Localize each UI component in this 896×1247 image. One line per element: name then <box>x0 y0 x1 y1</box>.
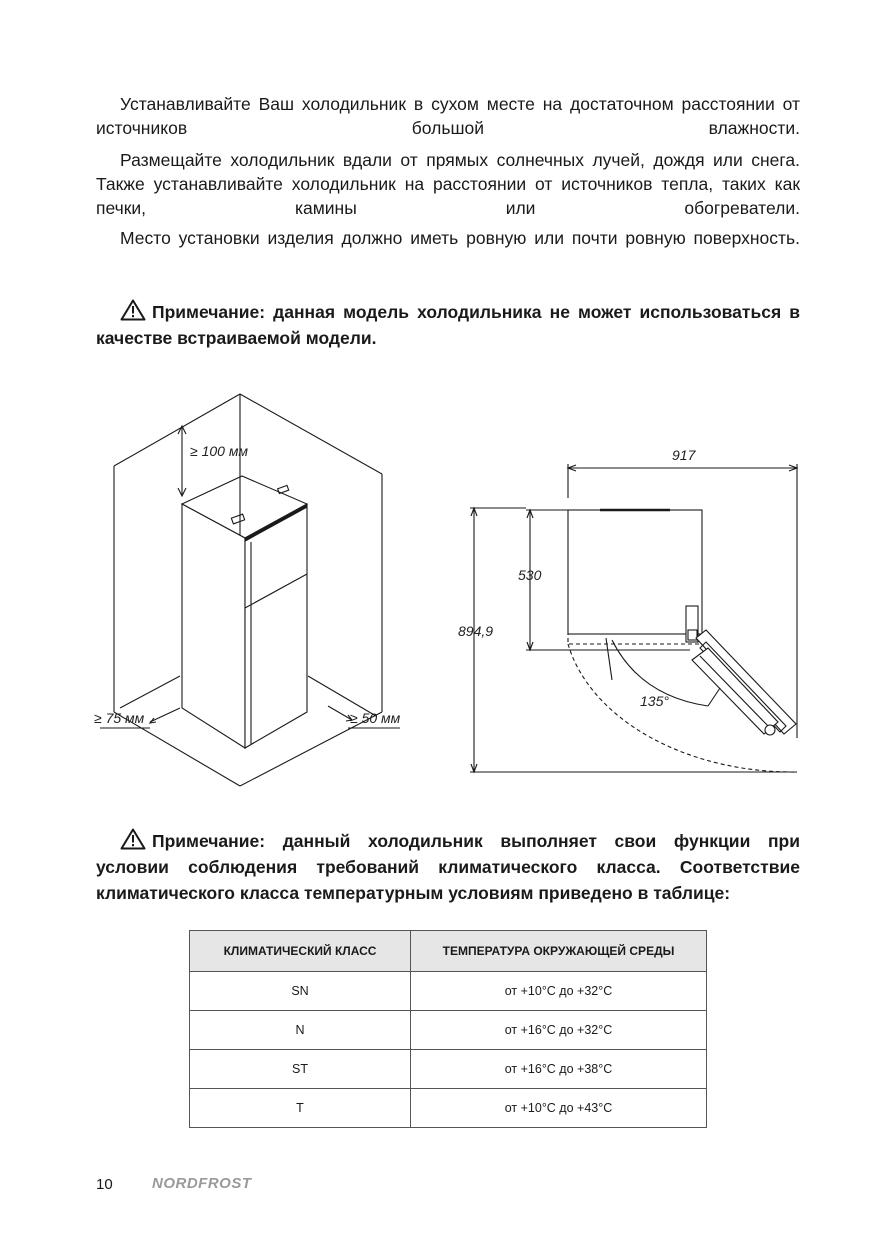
room-wall-right-top <box>240 394 382 474</box>
cell-class: ST <box>190 1050 411 1089</box>
door-open <box>696 630 796 734</box>
paragraph-dry-place: Устанавливайте Ваш холодильник в сухом месте на достаточном расстоянии от источников большой влажности. <box>96 94 800 138</box>
left-clearance-arrow <box>150 708 180 722</box>
cell-temperature: от +10°С до +43°С <box>411 1089 707 1128</box>
header-ambient-temperature: ТЕМПЕРАТУРА ОКРУЖАЮЩЕЙ СРЕДЫ <box>411 931 707 972</box>
top-view-diagram <box>470 464 797 772</box>
fridge-hinge-top <box>231 514 244 524</box>
warning-icon <box>120 828 146 850</box>
table-row <box>190 972 707 1011</box>
cell-class: T <box>190 1089 411 1128</box>
depth-label: 530 <box>518 567 542 583</box>
total-depth-label: 894,9 <box>458 623 494 639</box>
isometric-fridge-diagram <box>100 394 400 786</box>
note-climate-class-text: Примечание: данный холодильник выполняет свои функции при условии соблюдения требований климатического класса. Соответствие климатического класса температурным условиям приведено в таблице: <box>96 831 800 903</box>
fridge-front <box>245 504 307 748</box>
table-header-row <box>190 931 707 972</box>
width-label: 917 <box>672 447 696 463</box>
warning-icon <box>120 299 146 321</box>
fridge-side <box>182 504 245 748</box>
angle-label: 135° <box>640 693 669 709</box>
paragraph-level-surface: Место установки изделия должно иметь ровную или почти ровную поверхность. <box>120 228 800 248</box>
climate-class-table <box>189 930 707 1128</box>
table-row <box>190 1011 707 1050</box>
right-clearance-label: ≥ 50 мм <box>350 710 401 726</box>
paragraph-sunlight: Размещайте холодильник вдали от прямых солнечных лучей, дождя или снега. Также устанавливайте холодильник на расстоянии от источников тепла, таких как печки, камины или обогреватели. <box>96 150 800 218</box>
installation-figure <box>80 390 820 790</box>
fridge-hinge-back <box>278 485 289 493</box>
note-built-in <box>96 299 800 351</box>
brand-logo: NORDFROST <box>152 1175 252 1192</box>
door-handle-end <box>765 725 775 735</box>
angle-ray-open <box>708 688 720 706</box>
note-climate-class <box>96 828 800 906</box>
cell-temperature: от +16°С до +38°С <box>411 1050 707 1089</box>
page-number: 10 <box>96 1176 113 1193</box>
table-row <box>190 1089 707 1128</box>
cell-temperature: от +10°С до +32°С <box>411 972 707 1011</box>
door-closed-dashed <box>568 634 702 644</box>
header-climate-class: КЛИМАТИЧЕСКИЙ КЛАСС <box>190 931 411 972</box>
cell-class: SN <box>190 972 411 1011</box>
cell-class: N <box>190 1011 411 1050</box>
cell-temperature: от +16°С до +32°С <box>411 1011 707 1050</box>
table-row <box>190 1050 707 1089</box>
top-clearance-label: ≥ 100 мм <box>190 443 249 459</box>
left-clearance-label: ≥ 75 мм <box>94 710 145 726</box>
right-clearance-arrow <box>328 706 352 720</box>
fridge-plan <box>568 510 702 634</box>
floor-line-left <box>120 676 180 708</box>
note-built-in-text: Примечание: данная модель холодильника не может использоваться в качестве встраиваемой модели. <box>96 302 800 348</box>
